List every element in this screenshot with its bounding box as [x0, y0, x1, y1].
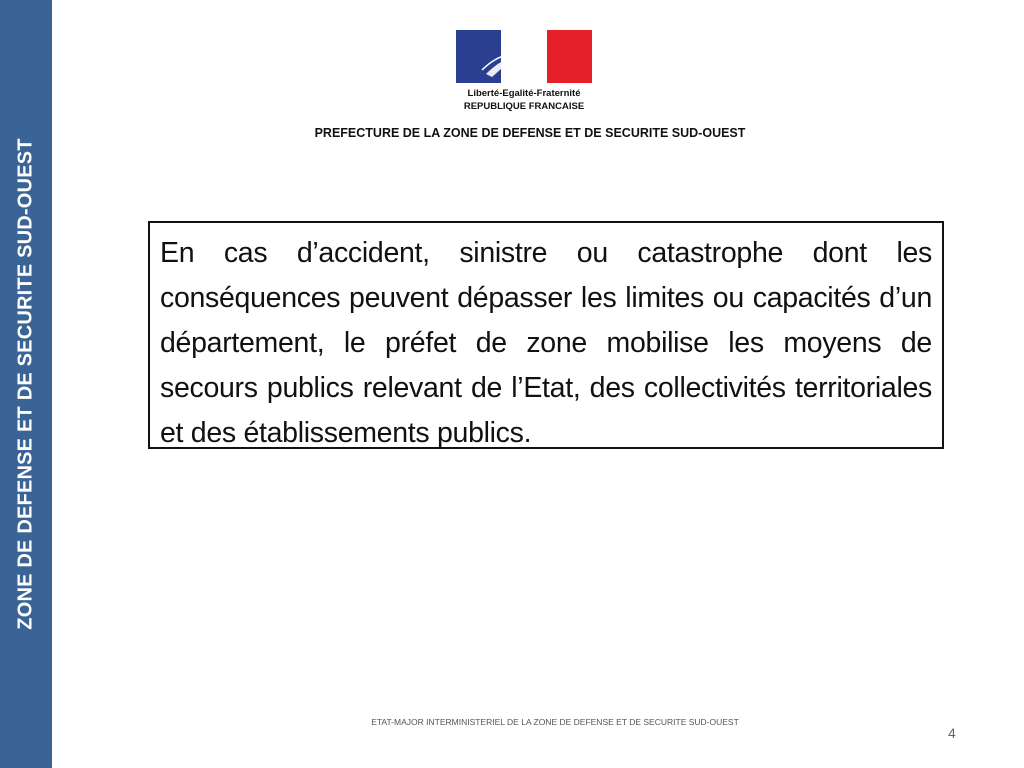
- prefecture-title: PREFECTURE DE LA ZONE DE DEFENSE ET DE SECURITE SUD-OUEST: [314, 126, 746, 140]
- sidebar: [0, 0, 52, 768]
- content-box: [148, 221, 944, 449]
- republique-francaise-logo: [456, 30, 592, 83]
- page-number: 4: [948, 725, 956, 741]
- body-text: En cas d’accident, sinistre ou catastrophe dont les conséquences peuvent dépasser les limites ou capacités d’un département, le préfet de zone mobilise les moyens de secours publics relevant de l’Etat, des collectivités territoriales et des établissements publics.: [160, 237, 932, 449]
- motto: Liberté-Egalité-Fraternité: [467, 88, 581, 99]
- sidebar-title: ZONE DE DEFENSE ET DE SECURITE SUD-OUEST: [14, 138, 37, 630]
- republic-name: REPUBLIQUE FRANCAISE: [463, 101, 585, 112]
- footer-text: ETAT-MAJOR INTERMINISTERIEL DE LA ZONE DE DEFENSE ET DE SECURITE SUD-OUEST: [371, 717, 739, 727]
